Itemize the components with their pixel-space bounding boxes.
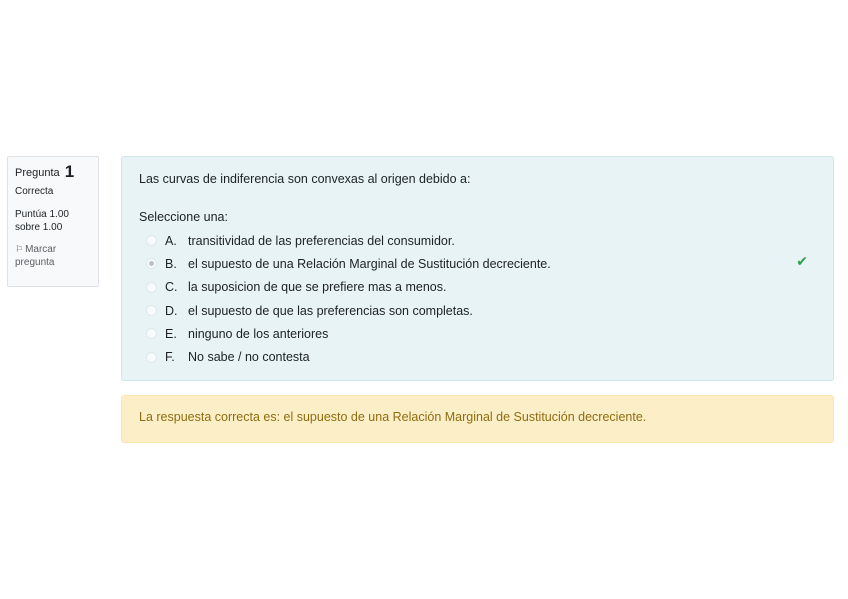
- option-text: la suposicion de que se prefiere mas a menos.: [188, 280, 447, 295]
- option-text: No sabe / no contesta: [188, 350, 310, 365]
- check-icon: ✔: [796, 253, 808, 269]
- radio-button-c[interactable]: [146, 282, 157, 293]
- flag-icon: ⚐: [15, 244, 24, 254]
- option-letter: B.: [165, 256, 177, 271]
- answer-option-f[interactable]: [146, 345, 816, 368]
- flag-question-link[interactable]: [15, 243, 91, 269]
- option-text: el supuesto de que las preferencias son completas.: [188, 303, 473, 318]
- question-text: Las curvas de indiferencia son convexas al origen debido a:: [139, 172, 471, 186]
- radio-button-e[interactable]: [146, 328, 157, 339]
- question-state: Correcta: [15, 186, 54, 197]
- question-info-panel: [7, 156, 99, 287]
- option-text: transitividad de las preferencias del consumidor.: [188, 233, 455, 248]
- option-text: ninguno de los anteriores: [188, 326, 329, 341]
- feedback-text: La respuesta correcta es: el supuesto de una Relación Marginal de Sustitución decreciente.: [139, 410, 647, 424]
- question-label: Pregunta: [15, 167, 60, 179]
- question-number-heading: [15, 164, 91, 181]
- answer-prompt: Seleccione una:: [139, 210, 228, 224]
- answer-option-a[interactable]: [146, 229, 816, 252]
- radio-button-f[interactable]: [146, 352, 157, 363]
- grade-line-1: Puntúa 1.00: [15, 209, 69, 220]
- answer-options: [146, 229, 816, 369]
- option-letter: D.: [165, 303, 178, 318]
- answer-option-d[interactable]: [146, 299, 816, 322]
- option-letter: E.: [165, 326, 177, 341]
- correct-answer-feedback: [121, 395, 834, 443]
- answer-option-e[interactable]: [146, 322, 816, 345]
- question-grade: [15, 208, 91, 234]
- answer-option-c[interactable]: [146, 276, 816, 299]
- radio-button-d[interactable]: [146, 305, 157, 316]
- question-formulation: [121, 156, 834, 381]
- grade-line-2: sobre 1.00: [15, 222, 63, 233]
- flag-label-line-1: Marcar: [25, 244, 57, 255]
- option-text: el supuesto de una Relación Marginal de Sustitución decreciente.: [188, 256, 551, 271]
- answer-option-b[interactable]: [146, 252, 816, 275]
- radio-button-a[interactable]: [146, 235, 157, 246]
- option-letter: A.: [165, 233, 177, 248]
- radio-button-b[interactable]: [146, 258, 157, 269]
- option-letter: F.: [165, 350, 175, 365]
- question-number: 1: [64, 162, 75, 181]
- flag-label-line-2: pregunta: [15, 257, 55, 268]
- option-letter: C.: [165, 280, 178, 295]
